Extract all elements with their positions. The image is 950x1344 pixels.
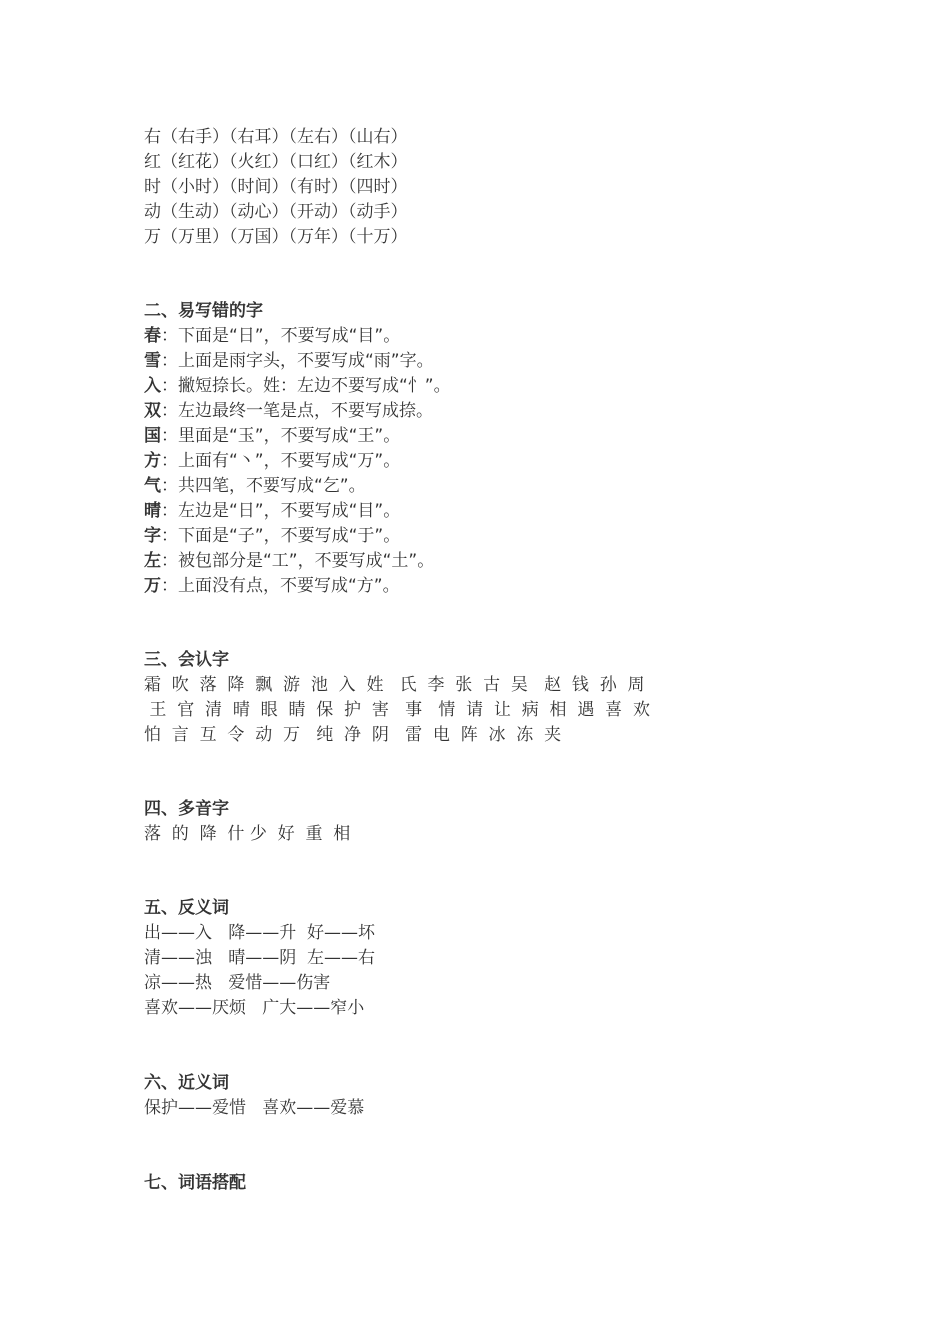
- item-text: ：上面是雨字头，不要写成“雨”字。: [161, 351, 434, 371]
- item-text: ：里面是“玉”，不要写成“王”。: [161, 426, 401, 446]
- section-heading-synonyms: 六、近义词: [144, 1073, 229, 1093]
- error-prone-item: [144, 399, 433, 424]
- key-char: 国: [144, 426, 161, 446]
- polyphonic-chars-line: 落 的 降 什 少 好 重 相: [144, 824, 351, 844]
- key-char: 字: [144, 526, 161, 546]
- key-char: 万: [144, 576, 161, 596]
- key-char: 入: [144, 376, 161, 396]
- item-text: ：上面没有点，不要写成“方”。: [161, 576, 400, 596]
- error-prone-item: [144, 524, 400, 549]
- key-char: 双: [144, 401, 161, 421]
- error-prone-item: [144, 574, 400, 599]
- recognize-chars-line: 霜 吹 落 降 飘 游 池 入 姓 氏 李 张 古 吴 赵 钱 孙 周: [144, 675, 645, 695]
- item-text: ：左边是“日”，不要写成“目”。: [161, 501, 401, 521]
- item-text: ：共四笔，不要写成“乞”。: [161, 476, 366, 496]
- item-text: ：被包部分是“工”，不要写成“土”。: [161, 551, 435, 571]
- item-text: ：下面是“日”，不要写成“目”。: [161, 326, 401, 346]
- synonym-line: 保护——爱惜 喜欢——爱慕: [144, 1098, 365, 1118]
- antonym-line: 清——浊 晴——阴 左——右: [144, 948, 376, 968]
- section-heading-polyphonic: 四、多音字: [144, 799, 229, 819]
- key-char: 方: [144, 451, 161, 471]
- word-group-line: 时（小时）（时间）（有时）（四时）: [144, 177, 408, 197]
- section-heading-recognize: 三、会认字: [144, 650, 229, 670]
- error-prone-item: [144, 474, 366, 499]
- word-group-line: 右（右手）（右耳）（左右）（山右）: [144, 127, 408, 147]
- error-prone-item: [144, 349, 434, 374]
- error-prone-item: [144, 499, 400, 524]
- error-prone-item: [144, 549, 434, 574]
- antonym-line: 出——入 降——升 好——坏: [144, 923, 376, 943]
- section-heading-error-prone: 二、易写错的字: [144, 301, 263, 321]
- recognize-chars-line: 王 官 清 晴 眼 睛 保 护 害 事 情 请 让 病 相 遇 喜 欢: [144, 700, 650, 720]
- error-prone-item: [144, 324, 400, 349]
- recognize-chars-line: 怕 言 互 令 动 万 纯 净 阴 雷 电 阵 冰 冻 夹: [144, 725, 562, 745]
- antonym-line: 凉——热 爱惜——伤害: [144, 973, 331, 993]
- error-prone-item: [144, 374, 451, 399]
- word-group-line: 动（生动）（动心）（开动）（动手）: [144, 202, 408, 222]
- key-char: 晴: [144, 501, 161, 521]
- antonym-line: 喜欢——厌烦 广大——窄小: [144, 998, 365, 1018]
- key-char: 左: [144, 551, 161, 571]
- item-text: ：上面有“丶”，不要写成“万”。: [161, 451, 401, 471]
- word-group-line: 万（万里）（万国）（万年）（十万）: [144, 227, 408, 247]
- error-prone-item: [144, 449, 400, 474]
- key-char: 气: [144, 476, 161, 496]
- key-char: 春: [144, 326, 161, 346]
- section-heading-antonyms: 五、反义词: [144, 898, 229, 918]
- section-heading-collocation: 七、词语搭配: [144, 1173, 246, 1193]
- item-text: ：左边最终一笔是点，不要写成捺。: [161, 401, 433, 421]
- error-prone-item: [144, 424, 400, 449]
- item-text: ：下面是“子”，不要写成“于”。: [161, 526, 401, 546]
- key-char: 雪: [144, 351, 161, 371]
- item-text: ：撇短捺长。姓：左边不要写成“忄”。: [161, 376, 451, 396]
- word-group-line: 红（红花）（火红）（口红）（红木）: [144, 152, 408, 172]
